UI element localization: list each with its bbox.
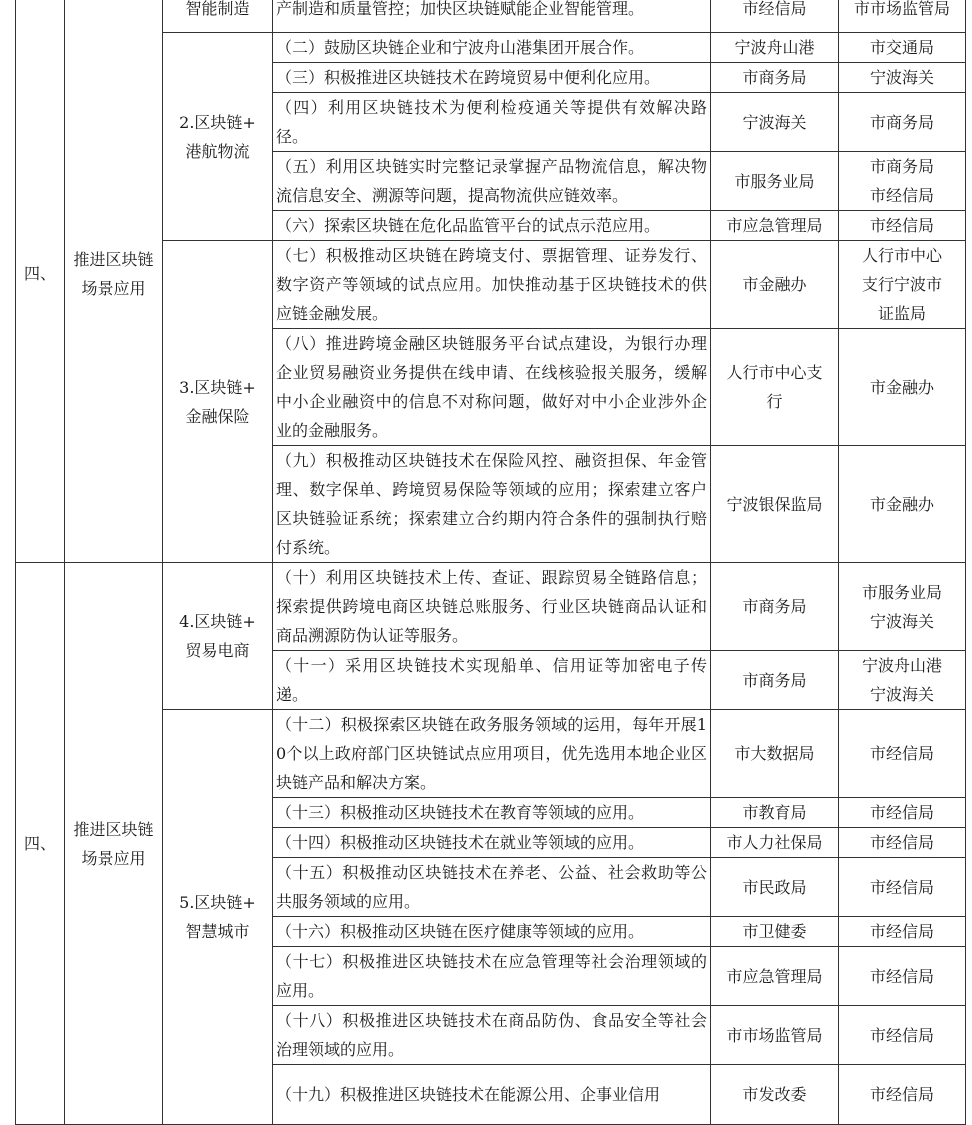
task-description: （十六）积极推动区块链在医疗健康等领域的应用。 [273,917,711,947]
lead-unit [711,1006,839,1065]
section-number: 四、 [16,563,65,1125]
lead-unit [711,211,839,241]
task-description: （五）利用区块链实时完整记录掌握产品物流信息，解决物流信息安全、溯源等问题，提高物流供应链效率。 [273,152,711,211]
task-description: （十五）积极推动区块链技术在养老、公益、社会救助等公共服务领域的应用。 [273,858,711,917]
lead-unit-line: 宁波银保监局 [726,494,823,514]
partner-unit-line: 市经信局 [869,186,934,205]
task-table-body [16,0,966,1125]
partner-unit-line: 市商务局 [869,157,934,176]
partner-unit [839,0,966,33]
lead-unit-line: 宁波海关 [742,112,807,132]
section-number: 四、 [16,0,65,563]
partner-unit-line: 宁波海关 [869,685,934,704]
group-label-line: 智慧城市 [185,922,250,941]
task-description: （四）利用区块链技术为便利检疫通关等提供有效解决路径。 [273,93,711,152]
group-label [163,33,273,241]
partner-unit-line: 市经信局 [869,744,934,763]
partner-unit-line: 市市场监管局 [853,0,950,18]
task-table [15,0,966,1125]
task-description: （十一）采用区块链技术实现船单、信用证等加密电子传递。 [273,651,711,710]
lead-unit [711,563,839,651]
lead-unit [711,241,839,329]
partner-unit [839,33,966,63]
partner-unit [839,1006,966,1065]
partner-unit-line: 宁波海关 [869,611,934,631]
partner-unit [839,651,966,710]
lead-unit-line: 市民政局 [742,877,807,897]
lead-unit-line: 行 [766,392,783,411]
partner-unit [839,241,966,329]
task-description: （十）利用区块链技术上传、查证、跟踪贸易全链路信息；探索提供跨境电商区块链总账服务、行业区块链商品认证和商品溯源防伪认证等服务。 [273,563,711,651]
group-label [163,241,273,563]
group-label-line: 港航物流 [185,141,250,161]
section-title [65,0,163,563]
partner-unit [839,798,966,828]
lead-unit [711,152,839,211]
group-label-line: 5.区块链+ [179,893,256,912]
section-title-line: 推进区块链 [73,249,154,269]
task-description: （二）鼓励区块链企业和宁波舟山港集团开展合作。 [273,33,711,63]
task-description: （十八）积极推进区块链技术在商品防伪、食品安全等社会治理领域的应用。 [273,1006,711,1065]
lead-unit-line: 市人力社保局 [726,833,823,852]
section-title-line: 场景应用 [81,278,146,298]
lead-unit [711,710,839,798]
task-description: （六）探索区块链在危化品监管平台的试点示范应用。 [273,211,711,241]
partner-unit [839,446,966,563]
group-label-line: 4.区块链+ [179,612,256,631]
partner-unit-line: 市经信局 [869,1025,934,1045]
partner-unit [839,858,966,917]
table-row [16,563,966,651]
partner-unit-line: 人行市中心 [861,246,942,265]
partner-unit [839,563,966,651]
section-title-line: 推进区块链 [73,819,154,839]
partner-unit-line: 市经信局 [869,966,934,986]
lead-unit-line: 市经信局 [742,0,807,18]
partner-unit-line: 市经信局 [869,216,934,235]
task-description: （十四）积极推动区块链技术在就业等领域的应用。 [273,828,711,858]
partner-unit-line: 宁波海关 [869,68,934,87]
task-description: 产制造和质量管控；加快区块链赋能企业智能管理。 [273,0,711,33]
lead-unit-line: 市卫健委 [742,922,807,941]
task-description: （七）积极推动区块链在跨境支付、票据管理、证券发行、数字资产等领域的试点应用。加快推动基于区块链技术的供应链金融发展。 [273,241,711,329]
partner-unit-line: 市经信局 [869,922,934,941]
lead-unit [711,33,839,63]
section-title [65,563,163,1125]
lead-unit [711,63,839,93]
partner-unit [839,63,966,93]
task-description: （十九）积极推进区块链技术在能源公用、企事业信用 [273,1065,711,1125]
partner-unit-line: 宁波舟山港 [861,656,942,675]
lead-unit [711,858,839,917]
lead-unit [711,651,839,710]
lead-unit-line: 市教育局 [742,803,807,822]
partner-unit [839,917,966,947]
lead-unit-line: 市商务局 [742,68,807,87]
table-row [16,0,966,33]
lead-unit [711,1065,839,1125]
partner-unit-line: 市金融办 [869,377,934,397]
lead-unit-line: 市服务业局 [734,171,815,191]
lead-unit [711,93,839,152]
lead-unit-line: 人行市中心支 [726,363,823,382]
lead-unit-line: 市商务局 [742,670,807,690]
partner-unit [839,828,966,858]
group-label-line: 贸易电商 [185,641,250,660]
group-label-line: 智能制造 [185,0,250,18]
lead-unit [711,947,839,1006]
partner-unit-line: 市服务业局 [861,582,942,602]
lead-unit-line: 市大数据局 [734,744,815,763]
partner-unit-line: 市金融办 [869,494,934,514]
lead-unit [711,917,839,947]
group-label [163,563,273,710]
lead-unit-line: 市金融办 [742,275,807,294]
partner-unit-line: 市经信局 [869,803,934,822]
partner-unit-line: 市商务局 [869,112,934,132]
section-title-line: 场景应用 [81,848,146,868]
partner-unit [839,710,966,798]
lead-unit [711,0,839,33]
partner-unit [839,93,966,152]
group-label [163,710,273,1125]
lead-unit [711,798,839,828]
group-label [163,0,273,33]
partner-unit-line: 市经信局 [869,833,934,852]
partner-unit [839,947,966,1006]
partner-unit-line: 市经信局 [869,1085,934,1104]
group-label-line: 金融保险 [185,406,250,426]
task-description: （十二）积极探索区块链在政务服务领域的运用，每年开展10个以上政府部门区块链试点应用项目，优先选用本地企业区块链产品和解决方案。 [273,710,711,798]
lead-unit-line: 市应急管理局 [726,966,823,986]
task-description: （十七）积极推进区块链技术在应急管理等社会治理领域的应用。 [273,947,711,1006]
task-description: （九）积极推动区块链技术在保险风控、融资担保、年金管理、数字保单、跨境贸易保险等领域的应用；探索建立客户区块链验证系统；探索建立合约期内符合条件的强制执行赔付系统。 [273,446,711,563]
partner-unit-line: 市交通局 [869,38,934,57]
lead-unit [711,828,839,858]
partner-unit-line: 支行宁波市 [861,275,942,294]
lead-unit [711,446,839,563]
partner-unit-line: 证监局 [877,304,926,323]
partner-unit [839,211,966,241]
task-description: （十三）积极推动区块链技术在教育等领域的应用。 [273,798,711,828]
task-description: （三）积极推进区块链技术在跨境贸易中便利化应用。 [273,63,711,93]
partner-unit [839,329,966,446]
lead-unit-line: 市商务局 [742,597,807,616]
lead-unit-line: 市市场监管局 [726,1025,823,1045]
lead-unit [711,329,839,446]
lead-unit-line: 宁波舟山港 [734,38,815,57]
group-label-line: 2.区块链+ [179,112,256,132]
partner-unit-line: 市经信局 [869,877,934,897]
lead-unit-line: 市发改委 [742,1085,807,1104]
partner-unit [839,1065,966,1125]
partner-unit [839,152,966,211]
lead-unit-line: 市应急管理局 [726,216,823,235]
task-description: （八）推进跨境金融区块链服务平台试点建设，为银行办理企业贸易融资业务提供在线申请、在线核验报关服务，缓解中小企业融资中的信息不对称问题，做好对中小企业涉外企业的金融服务。 [273,329,711,446]
group-label-line: 3.区块链+ [179,377,256,397]
